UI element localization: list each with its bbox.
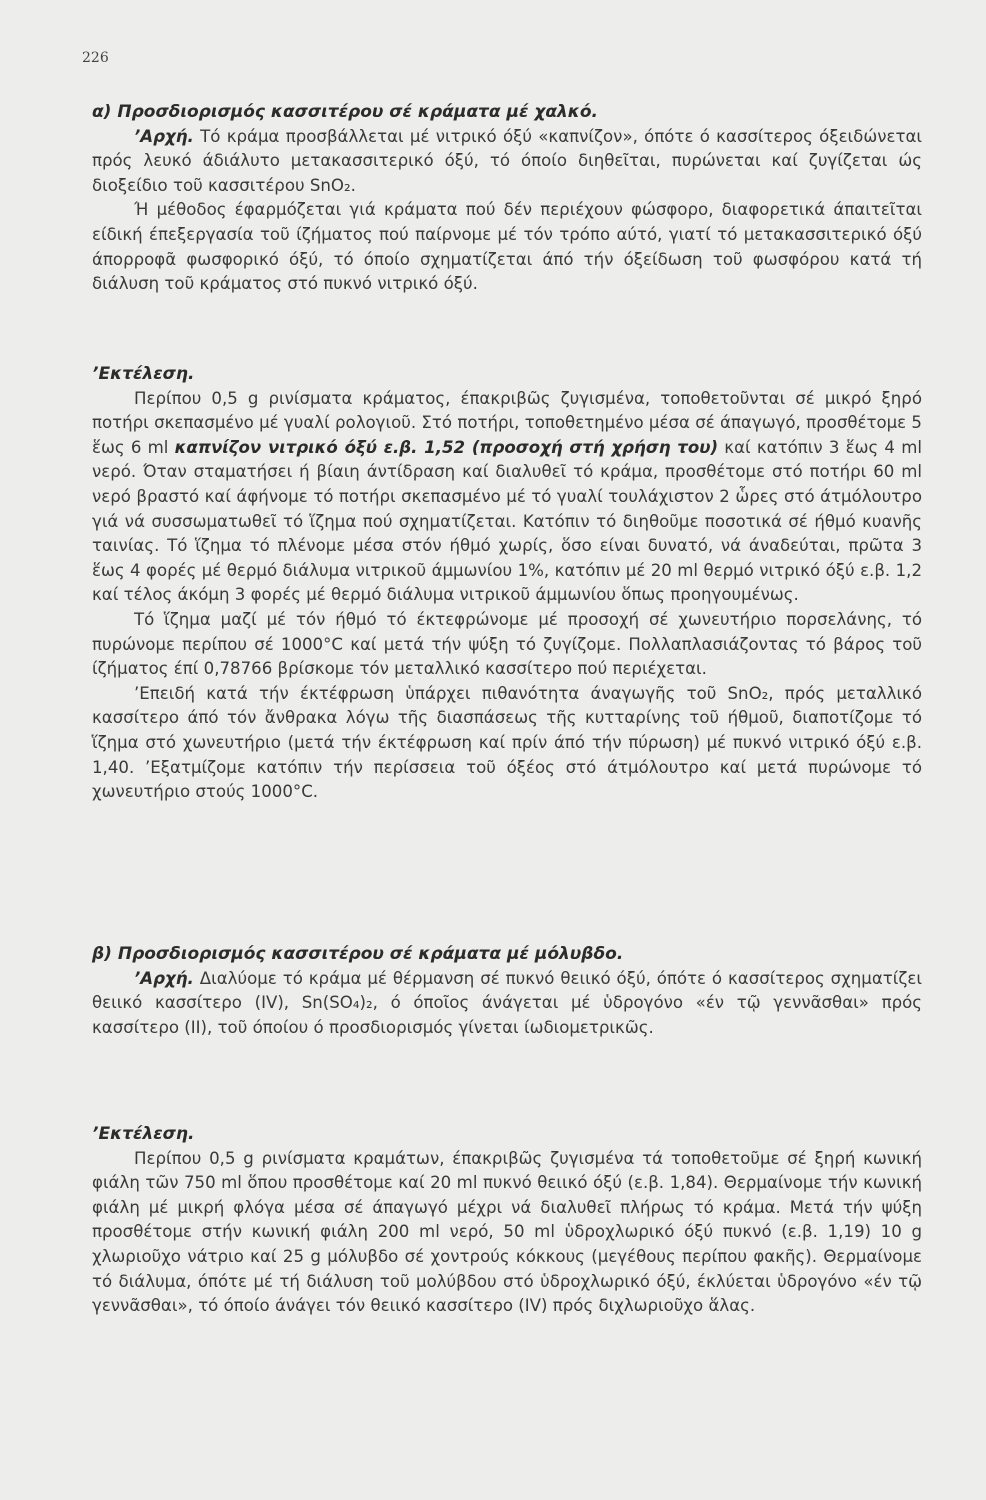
page-number: 226 (82, 50, 109, 66)
section-b (92, 942, 922, 1040)
section-a-exec-paragraph-1 (92, 387, 922, 608)
exec-text-warning: καπνίζον νιτρικό όξύ ε.β. 1,52 (προσοχή στή χρήση του) (174, 437, 719, 457)
section-a-exec-paragraph-2: Τό ἵζημα μαζί μέ τόν ήθμό τό έκτεφρώνομε μέ προσοχή σέ χωνευτήριο πορσελάνης, τό πυρώνομε περίπου σέ 1000°C καί μετά τήν ψύξη τό ζυγίζομε. Πολλαπλασιάζοντας τό βάρος τοῦ ίζήματος έπί 0,78766 βρίσκομε τόν μεταλλικό κασσίτερο πού περιέχεται. (92, 609, 922, 679)
section-b-execution-label: ’Εκτέλεση. (92, 1124, 195, 1144)
section-a (92, 100, 922, 297)
section-a-execution (92, 362, 922, 805)
exec-text-part-1: Περίπου 0,5 g ρινίσματα κράματος, έπακριβῶς ζυγισμένα, τοποθετοῦνται σέ μικρό ξηρό ποτήρι σκεπασμένο μέ γυαλί ρολογιοῦ. Στό ποτήρι, τοποθετημένο μέσα σέ άπαγωγό, προσθέτομε 5 ἕως 6 ml (92, 388, 922, 457)
section-a-principle-label: ’Αρχή. (134, 126, 194, 146)
section-a-principle-text: Τό κράμα προσβάλλεται μέ νιτρικό όξύ «καπνίζον», όπότε ό κασσίτερος όξειδώνεται πρός λευκό άδιάλυτο μετακασσιτερικό όξύ, τό όποίο διηθεῖται, πυρώνεται καί ζυγίζεται ώς διοξείδιο τοῦ κασσιτέρου SnO₂. (92, 126, 922, 195)
section-a-principle-note: Ή μέθοδος έφαρμόζεται γιά κράματα πού δέν περιέχουν φώσφορο, διαφορετικά άπαιτεῖται είδική έπεξεργασία τοῦ ίζήματος πού παίρνομε μέ τόν τρόπο αύτό, γιατί τό μετακασσιτερικό όξύ άπορροφᾶ φωσφορικό όξύ, τό όποίο σχηματίζεται άπό τήν όξείδωση τοῦ φωσφόρου κατά τή διάλυση τοῦ κράματος στό πυκνό νιτρικό όξύ. (92, 200, 922, 294)
section-b-principle (92, 967, 922, 1041)
section-a-principle (92, 125, 922, 199)
section-a-title: α) Προσδιορισμός κασσιτέρου σέ κράματα μέ χαλκό. (92, 102, 598, 122)
section-b-principle-label: ’Αρχή. (134, 968, 194, 988)
section-b-title: β) Προσδιορισμός κασσιτέρου σέ κράματα μέ μόλυβδο. (92, 944, 624, 964)
section-a-exec-paragraph-3: ’Επειδή κατά τήν έκτέφρωση ὑπάρχει πιθανότητα άναγωγῆς τοῦ SnO₂, πρός μεταλλικό κασσίτερο άπό τόν ἄνθρακα λόγω τῆς διασπάσεως τῆς κυτταρίνης τοῦ ήθμοῦ, διαποτίζομε τό ἵζημα στό χωνευτήριο (μετά τήν έκτέφρωση καί πρίν άπό τήν πύρωση) μέ πυκνό νιτρικό όξύ ε.β. 1,40. ’Εξατμίζομε κατόπιν τήν περίσσεια τοῦ όξέος στό άτμόλουτρο καί μετά πυρώνομε τό χωνευτήριο στούς 1000°C. (92, 683, 922, 802)
section-a-execution-label: ’Εκτέλεση. (92, 364, 195, 384)
section-b-principle-text: Διαλύομε τό κράμα μέ θέρμανση σέ πυκνό θειικό όξύ, όπότε ό κασσίτερος σχηματίζει θειικό κασσίτερο (IV), Sn(SO₄)₂, ό όποῖος άνάγεται μέ ὑδρογόνο «έν τῷ γεννᾶσθαι» πρός κασσίτερο (II), τοῦ όποίου ό προσδιορισμός γίνεται ίωδιομετρικῶς. (92, 968, 922, 1037)
section-b-exec-paragraph-1: Περίπου 0,5 g ρινίσματα κραμάτων, έπακριβῶς ζυγισμένα τά τοποθετοῦμε σέ ξηρή κωνική φιάλη τῶν 750 ml ὅπου προσθέτομε καί 20 ml πυκνό θειικό όξύ (ε.β. 1,84). Θερμαίνομε τήν κωνική φιάλη μέ μικρή φλόγα μέσα σέ άπαγωγό μέχρι νά διαλυθεῖ πλήρως τό κράμα. Μετά τήν ψύξη προσθέτομε στήν κωνική φιάλη 200 ml νερό, 50 ml ὑδροχλωρικό όξύ πυκνό (ε.β. 1,19) 10 g χλωριοῦχο νάτριο καί 25 g μόλυβδο σέ χοντρούς κόκκους (μεγέθους περίπου φακῆς). Θερμαίνομε τό διάλυμα, όπότε μέ τή διάλυση τοῦ μολύβδου στό ὑδροχλωρικό όξύ, έκλύεται ὑδρογόνο «έν τῷ γεννᾶσθαι», τό όποίο άνάγει τόν θειικό κασσίτερο (IV) πρός διχλωριοῦχο ἅλας. (92, 1148, 922, 1316)
section-b-execution (92, 1122, 922, 1319)
exec-text-part-2: καί κατόπιν 3 ἕως 4 ml νερό. Όταν σταματήσει ή βίαιη άντίδραση καί διαλυθεῖ τό κράμα, προσθέτομε στό ποτήρι 60 ml νερό βραστό καί άφήνομε τό ποτήρι σκεπασμένο μέ τό γυαλί τουλάχιστον 2 ὧρες στό άτμόλουτρο γιά νά συσσωματωθεῖ τό ἵζημα πού σχηματίζεται. Κατόπιν τό διηθοῦμε ποσοτικά σέ ήθμό κυανῆς ταινίας. Τό ἵζημα τό πλένομε μέσα στόν ήθμό χωρίς, ὅσο είναι δυνατό, νά άναδεύται, πρῶτα 3 ἕως 4 φορές μέ θερμό διάλυμα νιτρικοῦ άμμωνίου 1%, κατόπιν μέ 20 ml θερμό νιτρικό όξύ ε.β. 1,2 καί τέλος άκόμη 3 φορές μέ θερμό διάλυμα νιτρικοῦ άμμωνίου ὅπως προηγουμένως. (92, 437, 922, 605)
